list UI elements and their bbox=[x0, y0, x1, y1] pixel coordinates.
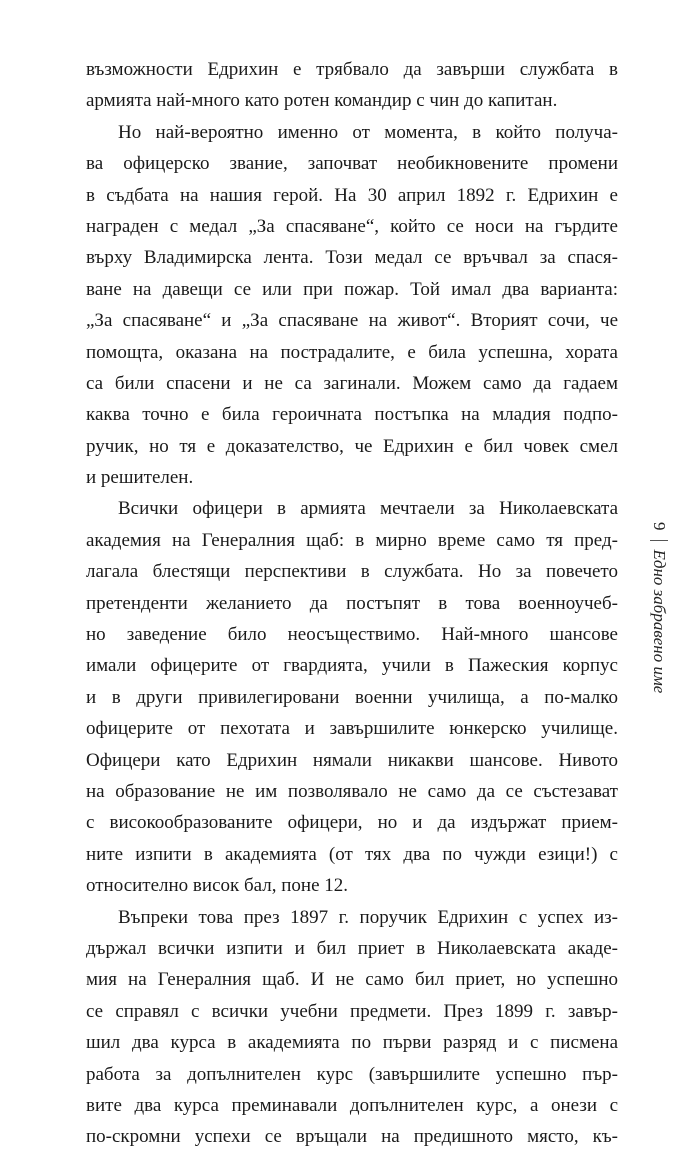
text-line: ните изпити в академията (от тях два по чужди езици!) с bbox=[86, 843, 618, 865]
text-line: на образование не им позволявало не само да се състезават bbox=[86, 780, 618, 802]
text-line: вите два курса преминавали допълнителен курс, а онези с bbox=[86, 1094, 618, 1116]
page-number: 9 bbox=[650, 522, 669, 531]
text-line: академия на Генералния щаб: в мирно време само тя пред- bbox=[86, 529, 618, 551]
text-line: шил два курса в академията по първи разряд и с писмена bbox=[86, 1032, 618, 1054]
text-line: награден с медал „За спасяване“, който се носи на гърдите bbox=[86, 215, 618, 237]
text-line: лагала блестящи перспективи в службата. Но за повечето bbox=[86, 561, 618, 583]
text-line: армията най-много като ротен командир с чин до капитан. bbox=[86, 90, 558, 112]
text-line: ручик, но тя е доказателство, че Едрихин е бил човек смел bbox=[86, 435, 618, 457]
text-line: държал всички изпити и бил приет в Николаевската акаде- bbox=[86, 937, 618, 959]
text-line: се справял с всички учебни предмети. През 1899 г. завър- bbox=[86, 1000, 618, 1022]
text-line: работа за допълнителен курс (завършилите успешно пър- bbox=[86, 1063, 618, 1085]
running-title: Едно забравено име bbox=[650, 549, 669, 694]
text-line: Въпреки това през 1897 г. поручик Едрихин с успех из- bbox=[118, 906, 618, 928]
text-line: в съдбата на нашия герой. На 30 април 1892 г. Едрихин е bbox=[86, 184, 618, 206]
text-line: каква точно е била героичната постъпка на младия подпо- bbox=[86, 404, 618, 426]
text-line: по-скромни успехи се връщали на предишното място, къ- bbox=[86, 1126, 618, 1148]
text-line: помощта, оказана на пострадалите, е била успешна, хората bbox=[86, 341, 618, 363]
running-header bbox=[648, 522, 670, 722]
text-line: и в други привилегировани военни училища, а по-малко bbox=[86, 686, 618, 708]
text-line: мия на Генералния щаб. И не само бил приет, но успешно bbox=[86, 969, 618, 991]
text-line: офицерите от пехотата и завършилите юнкерско училище. bbox=[86, 718, 618, 740]
text-line: Офицери като Едрихин нямали никакви шансове. Нивото bbox=[86, 749, 618, 771]
text-line: Всички офицери в армията мечтаели за Николаевската bbox=[118, 498, 618, 520]
text-line: с високообразованите офицери, но и да издържат прием- bbox=[86, 812, 618, 834]
text-line: но заведение било неосъществимо. Най-много шансове bbox=[86, 624, 618, 646]
text-line: и решителен. bbox=[86, 467, 194, 489]
text-line: върху Владимирска лента. Този медал се връчвал за спася- bbox=[86, 247, 618, 269]
text-line: „За спасяване“ и „За спасяване на живот“. Вторият сочи, че bbox=[86, 310, 618, 332]
separator-rule bbox=[650, 540, 668, 541]
text-line: имали офицерите от гвардията, учили в Пажеския корпус bbox=[86, 655, 618, 677]
text-line: Но най-вероятно именно от момента, в който получа- bbox=[118, 121, 618, 143]
text-line: възможности Едрихин е трябвало да завърши службата в bbox=[86, 59, 618, 80]
text-line: ване на давещи се или при пожар. Той имал два варианта: bbox=[86, 278, 618, 300]
text-line: са били спасени и не са загинали. Можем само да гадаем bbox=[86, 372, 618, 394]
text-line: претенденти желанието да постъпят в това военноучеб- bbox=[86, 592, 618, 614]
body-text bbox=[86, 54, 618, 1153]
text-line: ва офицерско звание, започват необикновените промени bbox=[86, 153, 618, 175]
text-line: относително висок бал, поне 12. bbox=[86, 875, 349, 897]
